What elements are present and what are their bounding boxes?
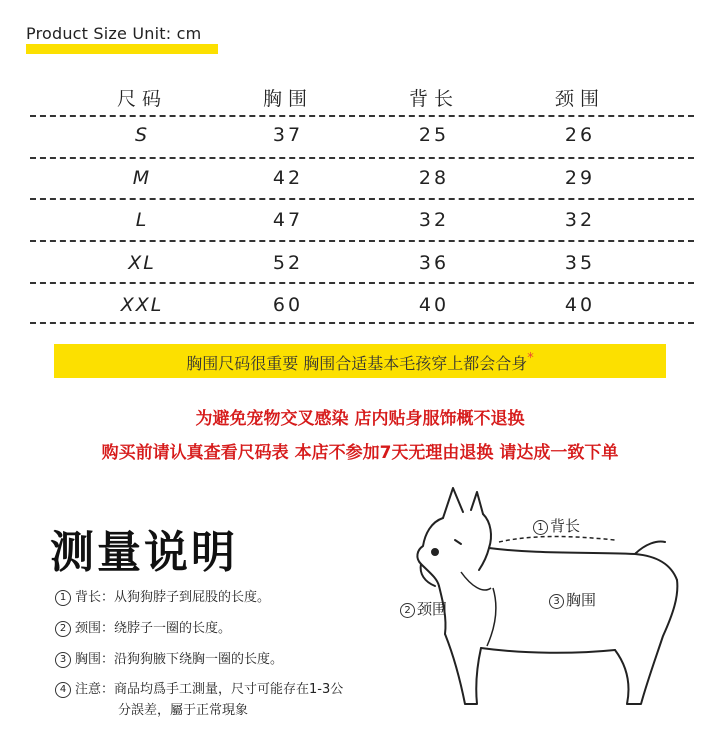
divider (30, 322, 694, 324)
back-cell: 28 (418, 167, 450, 189)
instruction-item: 1 背长：从狗狗脖子到屁股的长度。 (55, 586, 270, 606)
header-back-length: 背长 (408, 88, 459, 110)
instruction-continuation: 分誤差，屬于正常現象 (118, 703, 249, 718)
instruction-item: 3 胸围：沿狗狗腋下绕胸一圈的长度。 (55, 648, 283, 668)
divider (30, 282, 694, 284)
size-table (0, 0, 720, 330)
table-header (0, 84, 720, 112)
back-cell: 32 (418, 209, 450, 231)
neck-cell: 26 (564, 124, 596, 146)
header-size: 尺码 (116, 88, 167, 110)
neck-line (461, 572, 491, 590)
table-row (0, 252, 720, 282)
size-cell: XL (128, 252, 156, 274)
chest-cell: 42 (272, 167, 304, 189)
return-policy-notice: 购买前请认真查看尺码表 本店不参加7天无理由退换 请达成一致下单 (101, 443, 619, 463)
size-cell: L (135, 209, 149, 231)
table-row (0, 294, 720, 324)
table-row (0, 209, 720, 239)
instructions-title: 测量说明 (50, 527, 238, 578)
hygiene-notice: 为避免宠物交叉感染 店内贴身服饰概不退换 (195, 409, 525, 429)
table-row (0, 167, 720, 197)
chest-line (487, 588, 496, 646)
instruction-item: 4 注意：商品均爲手工測量，尺寸可能存在1-3公 (55, 678, 343, 698)
chest-cell: 60 (272, 294, 304, 316)
neck-cell: 32 (564, 209, 596, 231)
neck-cell: 29 (564, 167, 596, 189)
size-cell: M (132, 167, 152, 189)
back-cell: 40 (418, 294, 450, 316)
divider (30, 198, 694, 200)
neck-cell: 35 (564, 252, 596, 274)
banner-text: 胸围尺码很重要 胸围合适基本毛孩穿上都会合身 (186, 354, 528, 373)
divider (30, 240, 694, 242)
size-cell: S (134, 124, 150, 146)
size-unit-label: Product Size Unit: cm (26, 24, 202, 43)
divider (30, 157, 694, 159)
table-row (0, 124, 720, 154)
header-chest: 胸围 (262, 88, 313, 110)
back-length-line (499, 537, 615, 543)
diagram-label-chest: 3 胸围 (549, 589, 596, 610)
back-cell: 36 (418, 252, 450, 274)
chest-cell: 47 (272, 209, 304, 231)
header-neck: 颈围 (554, 88, 605, 110)
chest-size-banner (54, 344, 666, 378)
instruction-item: 2 颈围：绕脖子一圈的长度。 (55, 617, 231, 637)
chest-cell: 37 (272, 124, 304, 146)
diagram-label-neck: 2 颈围 (400, 598, 447, 619)
divider (30, 115, 694, 117)
back-cell: 25 (418, 124, 450, 146)
chest-cell: 52 (272, 252, 304, 274)
diagram-label-back-length: 1 背长 (533, 515, 580, 536)
asterisk: * (527, 351, 534, 366)
neck-cell: 40 (564, 294, 596, 316)
size-cell: XXL (120, 294, 164, 316)
